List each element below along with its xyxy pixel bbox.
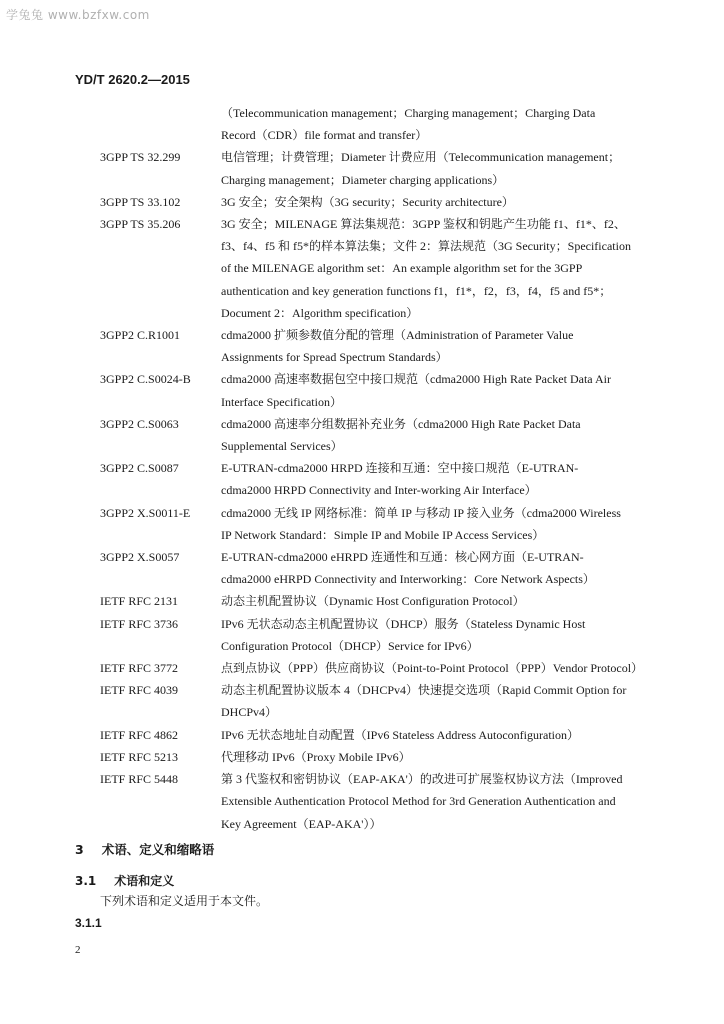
reference-code: IETF RFC 4039 xyxy=(100,683,179,698)
reference-code: IETF RFC 3736 xyxy=(100,616,179,631)
reference-entry xyxy=(100,413,645,457)
reference-title xyxy=(221,213,645,324)
reference-title-line: 3G 安全；MILENAGE 算法集规范：3GPP 鉴权和钥匙产生功能 f1、f1*、f2、 xyxy=(221,217,626,232)
reference-title-line: Document 2：Algorithm specification） xyxy=(221,305,419,320)
reference-code: IETF RFC 5213 xyxy=(100,749,179,764)
reference-title xyxy=(221,102,645,146)
reference-title-line: cdma2000 高速率数据包空中接口规范（cdma2000 High Rate Packet Data Air xyxy=(221,372,611,387)
reference-code: IETF RFC 5448 xyxy=(100,772,179,787)
reference-entry xyxy=(100,102,645,146)
reference-entry xyxy=(100,191,645,213)
section-3-1-1-heading: 3.1.1 xyxy=(75,916,102,930)
reference-entry xyxy=(100,724,645,746)
normative-references-list xyxy=(100,102,645,835)
reference-title-line: Assignments for Spread Spectrum Standards） xyxy=(221,350,448,365)
reference-title-line: cdma2000 eHRPD Connectivity and Interworking：Core Network Aspects） xyxy=(221,572,595,587)
reference-code: 3GPP TS 33.102 xyxy=(100,194,181,209)
reference-title xyxy=(221,146,645,190)
reference-code: 3GPP2 C.S0087 xyxy=(100,461,179,476)
reference-entry xyxy=(100,590,645,612)
reference-title-line: DHCPv4） xyxy=(221,705,278,720)
reference-entry xyxy=(100,457,645,501)
reference-title-line: authentication and key generation functions f1，f1*，f2，f3，f4，f5 and f5*； xyxy=(221,283,612,298)
document-id: YD/T 2620.2—2015 xyxy=(75,72,190,87)
reference-title-line: cdma2000 高速率分组数据补充业务（cdma2000 High Rate Packet Data xyxy=(221,416,581,431)
reference-entry xyxy=(100,213,645,324)
reference-code: 3GPP2 C.S0063 xyxy=(100,416,179,431)
reference-title-line: 代理移动 IPv6（Proxy Mobile IPv6） xyxy=(221,749,411,764)
reference-title-line: of the MILENAGE algorithm set：An example algorithm set for the 3GPP xyxy=(221,261,583,276)
reference-title-line: IPv6 无状态地址自动配置（IPv6 Stateless Address Autoconfiguration） xyxy=(221,727,579,742)
reference-title xyxy=(221,191,645,213)
section-title: 术语和定义 xyxy=(114,874,175,888)
reference-title xyxy=(221,724,645,746)
reference-entry xyxy=(100,746,645,768)
reference-entry xyxy=(100,546,645,590)
reference-code: 3GPP TS 35.206 xyxy=(100,217,181,232)
reference-title xyxy=(221,657,645,679)
reference-title xyxy=(221,613,645,657)
reference-title xyxy=(221,768,645,835)
reference-title-line: Interface Specification） xyxy=(221,394,342,409)
reference-code: IETF RFC 3772 xyxy=(100,661,179,676)
reference-title xyxy=(221,546,645,590)
reference-title-line: 动态主机配置协议（Dynamic Host Configuration Protocol） xyxy=(221,594,525,609)
reference-title xyxy=(221,746,645,768)
reference-entry xyxy=(100,324,645,368)
reference-title-line: 第 3 代鉴权和密钥协议（EAP-AKA'）的改进可扩展鉴权协议方法（Improved xyxy=(221,772,623,787)
reference-entry xyxy=(100,768,645,835)
reference-title xyxy=(221,368,645,412)
reference-title-line: cdma2000 HRPD Connectivity and Inter-working Air Interface） xyxy=(221,483,537,498)
reference-title-line: Configuration Protocol（DHCP）Service for IPv6） xyxy=(221,638,479,653)
reference-code: 3GPP2 X.S0011-E xyxy=(100,505,191,520)
reference-title-line: 动态主机配置协议版本 4（DHCPv4）快速提交选项（Rapid Commit Option for xyxy=(221,683,627,698)
reference-title-line: IPv6 无状态动态主机配置协议（DHCP）服务（Stateless Dynamic Host xyxy=(221,616,586,631)
reference-code: 3GPP2 X.S0057 xyxy=(100,550,180,565)
reference-title-line: 3G 安全；安全架构（3G security；Security architecture） xyxy=(221,194,514,209)
reference-title xyxy=(221,679,645,723)
reference-entry xyxy=(100,679,645,723)
reference-code: IETF RFC 2131 xyxy=(100,594,179,609)
reference-title-line: f3、f4、f5 和 f5*的样本算法集；文件 2：算法规范（3G Security；Specification xyxy=(221,239,631,254)
reference-title-line: E-UTRAN-cdma2000 eHRPD 连通性和互通：核心网方面（E-UTRAN- xyxy=(221,550,584,565)
reference-code: 3GPP TS 32.299 xyxy=(100,150,181,165)
reference-title-line: Supplemental Services） xyxy=(221,439,343,454)
reference-title-line: （Telecommunication management；Charging management；Charging Data xyxy=(221,106,596,120)
reference-code: 3GPP2 C.R1001 xyxy=(100,328,181,343)
watermark: 学兔兔 www.bzfxw.com xyxy=(6,8,150,22)
reference-entry xyxy=(100,146,645,190)
reference-code: IETF RFC 4862 xyxy=(100,727,179,742)
reference-code xyxy=(100,102,221,146)
reference-title-line: cdma2000 无线 IP 网络标准：简单 IP 与移动 IP 接入业务（cdma2000 Wireless xyxy=(221,505,621,520)
reference-entry xyxy=(100,502,645,546)
reference-title-line: Charging management；Diameter charging applications） xyxy=(221,172,505,187)
reference-title xyxy=(221,324,645,368)
reference-title-line: IP Network Standard：Simple IP and Mobile IP Access Services） xyxy=(221,527,545,542)
reference-code: 3GPP2 C.S0024-B xyxy=(100,372,191,387)
reference-title-line: Key Agreement（EAP-AKA'）） xyxy=(221,816,382,831)
section-number: 3.1 xyxy=(75,874,97,888)
reference-title-line: Record（CDR）file format and transfer） xyxy=(221,128,428,143)
reference-title xyxy=(221,413,645,457)
reference-entry xyxy=(100,368,645,412)
reference-title xyxy=(221,502,645,546)
reference-title-line: E-UTRAN-cdma2000 HRPD 连接和互通：空中接口规范（E-UTRAN- xyxy=(221,461,579,476)
section-3-1-heading xyxy=(75,872,174,889)
intro-paragraph: 下列术语和定义适用于本文件。 xyxy=(100,894,269,908)
reference-entry xyxy=(100,613,645,657)
reference-title xyxy=(221,590,645,612)
page-number: 2 xyxy=(75,944,81,956)
reference-title-line: cdma2000 扩频参数值分配的管理（Administration of Parameter Value xyxy=(221,328,574,343)
reference-entry xyxy=(100,657,645,679)
section-number: 3 xyxy=(75,842,84,857)
reference-title-line: Extensible Authentication Protocol Method for 3rd Generation Authentication and xyxy=(221,794,616,809)
reference-title-line: 电信管理；计费管理；Diameter 计费应用（Telecommunication management； xyxy=(221,150,621,165)
reference-title-line: 点到点协议（PPP）供应商协议（Point-to-Point Protocol（PPP）Vendor Protocol） xyxy=(221,661,644,676)
reference-title xyxy=(221,457,645,501)
section-title: 术语、定义和缩略语 xyxy=(101,842,215,857)
section-3-heading xyxy=(75,840,214,858)
